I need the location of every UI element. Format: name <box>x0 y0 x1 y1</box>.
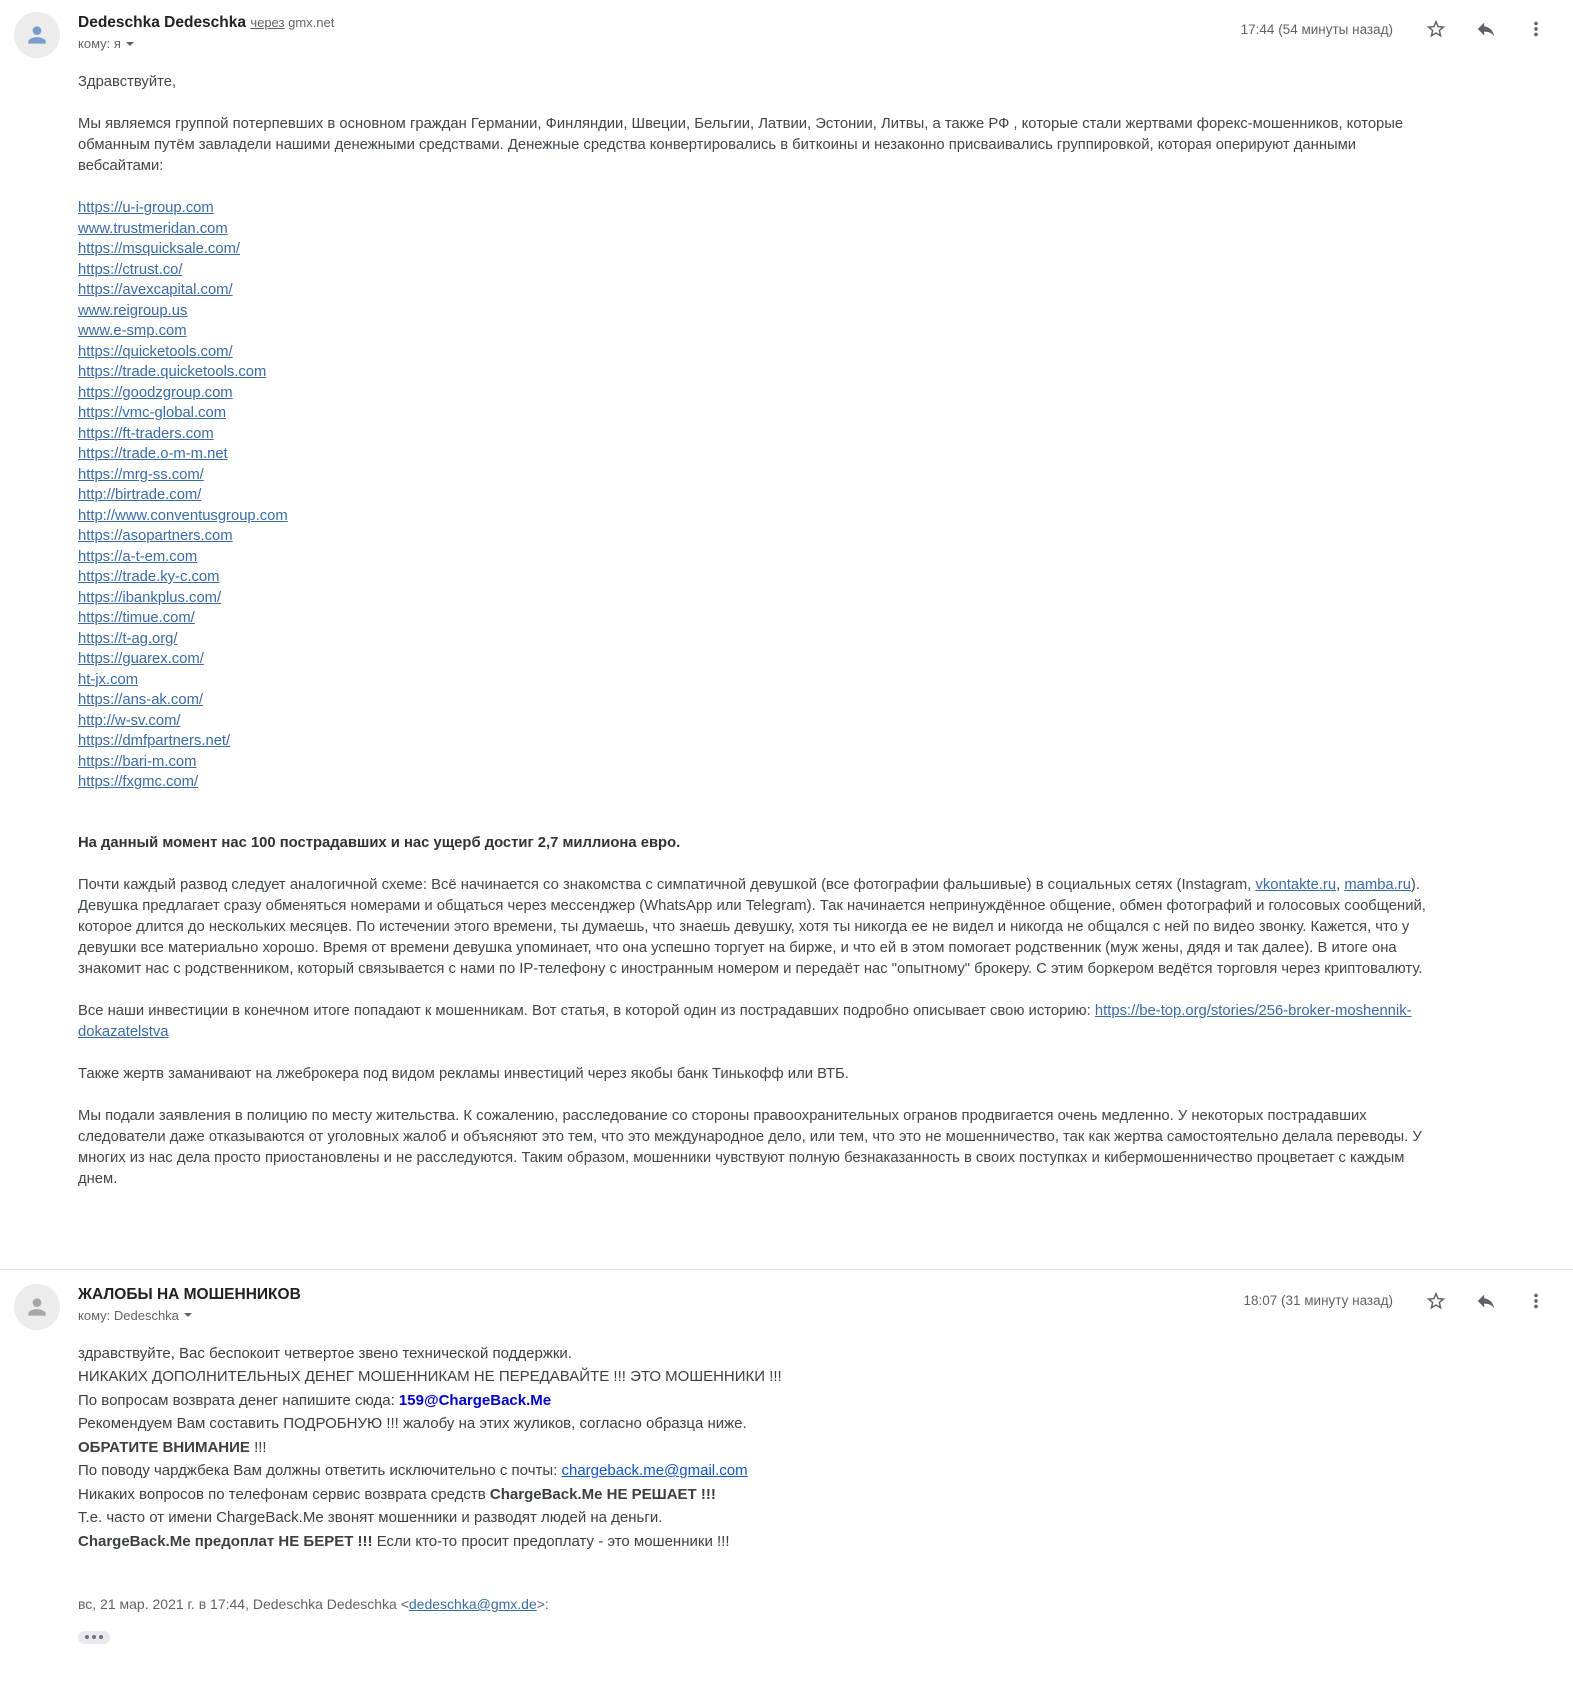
scam-site-link[interactable]: https://fxgmc.com/ <box>78 774 199 790</box>
scam-site-link[interactable]: http://birtrade.com/ <box>78 487 202 503</box>
person-icon <box>24 22 50 48</box>
more-options-icon[interactable] <box>1525 18 1547 40</box>
sender-via: через gmx.net <box>250 15 335 30</box>
scam-site-link[interactable]: http://w-sv.com/ <box>78 712 181 729</box>
text-segment: !!! <box>249 1438 267 1456</box>
text-segment: здравствуйте, Вас беспокоит четвертое звено технической поддержки. <box>78 1344 572 1362</box>
text-segment: ChargeBack.Me НЕ РЕШАЕТ !!! <box>489 1485 716 1503</box>
scheme-paragraph <box>78 875 1445 980</box>
timestamp: 18:07 (31 минуту назад) <box>1243 1293 1393 1308</box>
star-icon[interactable] <box>1425 1290 1447 1312</box>
scam-site-link[interactable]: https://quicketools.com/ <box>78 343 233 360</box>
scam-site-link[interactable]: www.e-smp.com <box>78 323 187 339</box>
scam-site-link[interactable]: https://ans-ak.com/ <box>78 692 204 708</box>
scam-site-link[interactable]: https://mrg-ss.com/ <box>78 466 204 483</box>
sender-line <box>78 13 1241 32</box>
scam-site-link[interactable]: https://ft-traders.com <box>78 425 214 442</box>
scam-site-link[interactable]: https://avexcapital.com/ <box>78 282 233 298</box>
email-2-header <box>14 1284 1557 1330</box>
show-trimmed-content-button[interactable] <box>78 1631 110 1644</box>
text-segment: ). Девушка предлагает сразу обменяться номерами и общаться через мессенджер (WhatsApp или Telegram). Так начинается непринуждённое общение, обмен фотографий и голосовых сообщений, которое длится до нескольких месяцев. По истечении этого времени, ты думаешь, что знаешь девушку, хотя ты никогда ее не видел и никогда не общался с ней по видео звонку. Кажется, что у девушки все материально хорошо. Время от времени девушка упоминает, что она успешно торгует на бирже, и что ей в этом помогает родственник (муж жены, дядя и так далее). В итоге она знакомит нас с родственником, который связывается с нами по IP-телефону с иностранным номером и передаёт нас "опытному" брокеру. С этим боркером ведётся торговля через криптовалюту. <box>78 876 1426 977</box>
scam-site-link[interactable]: https://trade.quicketools.com <box>78 364 267 380</box>
email-2-body <box>78 1342 1557 1644</box>
scam-site-link[interactable]: https://vmc-global.com <box>78 405 227 421</box>
avatar[interactable] <box>14 1284 60 1330</box>
inline-link[interactable]: https://be-top.org/stories/256-broker-moshennik-dokazatelstva <box>78 1002 1412 1040</box>
greeting: Здравствуйте, <box>78 74 177 90</box>
inline-link[interactable]: vkontakte.ru <box>1255 876 1337 893</box>
chevron-down-icon <box>184 1313 192 1317</box>
ellipsis-icon <box>85 1635 89 1639</box>
chevron-down-icon <box>126 42 134 46</box>
scam-site-link[interactable]: https://u-i-group.com <box>78 200 214 216</box>
scam-site-link[interactable]: http://www.conventusgroup.com <box>78 507 288 524</box>
support-intro-line <box>78 1342 1445 1366</box>
scam-site-link[interactable]: https://goodzgroup.com <box>78 384 233 401</box>
reply-icon[interactable] <box>1475 1290 1497 1312</box>
scam-site-link[interactable]: https://msquicksale.com/ <box>78 241 240 257</box>
text-segment: По поводу чарджбека Вам должны ответить исключительно с почты: <box>78 1462 562 1479</box>
star-icon[interactable] <box>1425 18 1447 40</box>
quoted-message-header <box>78 1593 1445 1617</box>
no-prepay-line <box>78 1530 1445 1554</box>
sender-name: Dedeschka Dedeschka <box>78 14 247 31</box>
complaint-advice-line <box>78 1412 1445 1436</box>
impostors-line <box>78 1506 1445 1530</box>
refund-contact-line <box>78 1389 1445 1413</box>
text-segment: ChargeBack.Me предоплат НЕ БЕРЕТ !!! <box>78 1532 373 1550</box>
text-segment: , <box>1336 876 1345 893</box>
inline-link[interactable]: chargeback.me@gmail.com <box>561 1462 748 1479</box>
text-segment: Рекомендуем Вам составить ПОДРОБНУЮ !!! жалобу на этих жуликов, согласно образца ниже. <box>78 1415 747 1432</box>
inline-link[interactable]: mamba.ru <box>1344 876 1411 893</box>
scam-site-link[interactable]: https://bari-m.com <box>78 753 197 770</box>
attention-line <box>78 1436 1445 1460</box>
avatar[interactable] <box>14 12 60 58</box>
text-segment: Все наши инвестиции в конечном итоге попадают к мошенникам. Вот статья, в которой один из пострадавших подробно описывает свою историю: <box>78 1002 1095 1019</box>
recipient-dropdown[interactable] <box>78 36 134 51</box>
scam-site-link[interactable]: https://ibankplus.com/ <box>78 589 222 606</box>
text-segment: По вопросам возврата денег напишите сюда: <box>78 1391 399 1409</box>
text-segment: ОБРАТИТЕ ВНИМАНИЕ <box>78 1438 250 1456</box>
inline-link[interactable]: 159@ChargeBack.Me <box>398 1391 552 1409</box>
article-paragraph <box>78 1001 1445 1043</box>
summary-line: На данный момент нас 100 пострадавших и нас ущерб достиг 2,7 миллиона евро. <box>78 834 681 851</box>
person-icon <box>24 1294 50 1320</box>
recipient-label: кому: я <box>78 36 121 51</box>
scam-site-link[interactable]: https://t-ag.org/ <box>78 630 178 647</box>
text-segment: Т.е. часто от имени ChargeBack.Me звонят мошенники и разводят людей на деньги. <box>78 1509 663 1526</box>
scam-site-link[interactable]: https://guarex.com/ <box>78 651 204 667</box>
lure-line: Также жертв заманивают на лжеброкера под видом рекламы инвестиций через якобы банк Тинькофф или ВТБ. <box>78 1065 849 1082</box>
recipient-dropdown[interactable] <box>78 1308 192 1323</box>
text-segment: Никаких вопросов по телефонам сервис возврата средств <box>78 1485 490 1503</box>
scam-site-link[interactable]: ht-jx.com <box>78 671 139 688</box>
scam-site-link[interactable]: www.trustmeridan.com <box>78 220 228 237</box>
warning-caps-line <box>78 1365 1445 1389</box>
scam-sites-list <box>78 198 1445 793</box>
recipient-label: кому: Dedeschka <box>78 1307 179 1323</box>
email-1-header <box>14 12 1557 58</box>
sender-line <box>78 1285 1243 1304</box>
text-segment: Почти каждый развод следует аналогичной схеме: Всё начинается со знакомства с симпатичной девушкой (все фотографии фальшивые) в социальных сетях (Instagram, <box>78 876 1256 893</box>
scam-site-link[interactable]: https://dmfpartners.net/ <box>78 733 231 749</box>
inline-link[interactable]: dedeschka@gmx.de <box>408 1596 537 1612</box>
scam-site-link[interactable]: https://asopartners.com <box>78 528 233 544</box>
scam-site-link[interactable]: https://timue.com/ <box>78 610 195 626</box>
intro-paragraph: Мы являемся группой потерпевших в основном граждан Германии, Финляндии, Швеции, Бельгии, Латвии, Эстонии, Литвы, а также РФ , которые стали жертвами форекс-мошенников, которые обманным путём завладели нашими денежными средствами. Денежные средства конвертировались в биткоины и незаконно присваивались группировкой, которая оперируют данными вебсайтами: <box>78 116 1404 174</box>
email-1-body <box>78 72 1557 1269</box>
scam-site-link[interactable]: https://trade.ky-c.com <box>78 569 220 585</box>
text-segment: вс, 21 мар. 2021 г. в 17:44, Dedeschka Dedeschka < <box>78 1596 409 1612</box>
police-paragraph: Мы подали заявления в полицию по месту жительства. К сожалению, расследование со стороны правоохранительных огранов продвигается очень медленно. У некоторых пострадавших следователи даже отказываются от уголовных жалоб и объясняют это тем, что это международное дело, или тем, что это не мошенничество, так как жертва самостоятельно делала переводы. У многих из нас дела просто приостановлены и не расследуются. Таким образом, мошенники чувствуют полную безнаказанность в своих поступках и кибермошенничество процветает с каждым днем. <box>78 1107 1422 1187</box>
text-segment: >: <box>536 1596 549 1612</box>
timestamp: 17:44 (54 минуты назад) <box>1240 21 1393 37</box>
scam-site-link[interactable]: https://ctrust.co/ <box>78 261 183 278</box>
more-options-icon[interactable] <box>1525 1290 1547 1312</box>
text-segment: Если кто-то просит предоплату - это мошенники !!! <box>372 1532 730 1550</box>
scam-site-link[interactable]: https://a-t-em.com <box>78 548 198 565</box>
scam-site-link[interactable]: https://trade.o-m-m.net <box>78 446 228 462</box>
chargeback-email-line <box>78 1459 1445 1483</box>
text-segment: НИКАКИХ ДОПОЛНИТЕЛЬНЫХ ДЕНЕГ МОШЕННИКАМ НЕ ПЕРЕДАВАЙТЕ !!! ЭТО МОШЕННИКИ !!! <box>78 1368 782 1385</box>
reply-icon[interactable] <box>1475 18 1497 40</box>
email-message-2 <box>0 1270 1573 1644</box>
sender-name: ЖАЛОБЫ НА МОШЕННИКОВ <box>78 1285 301 1303</box>
no-phone-line <box>78 1483 1445 1507</box>
scam-site-link[interactable]: www.reigroup.us <box>78 302 188 319</box>
